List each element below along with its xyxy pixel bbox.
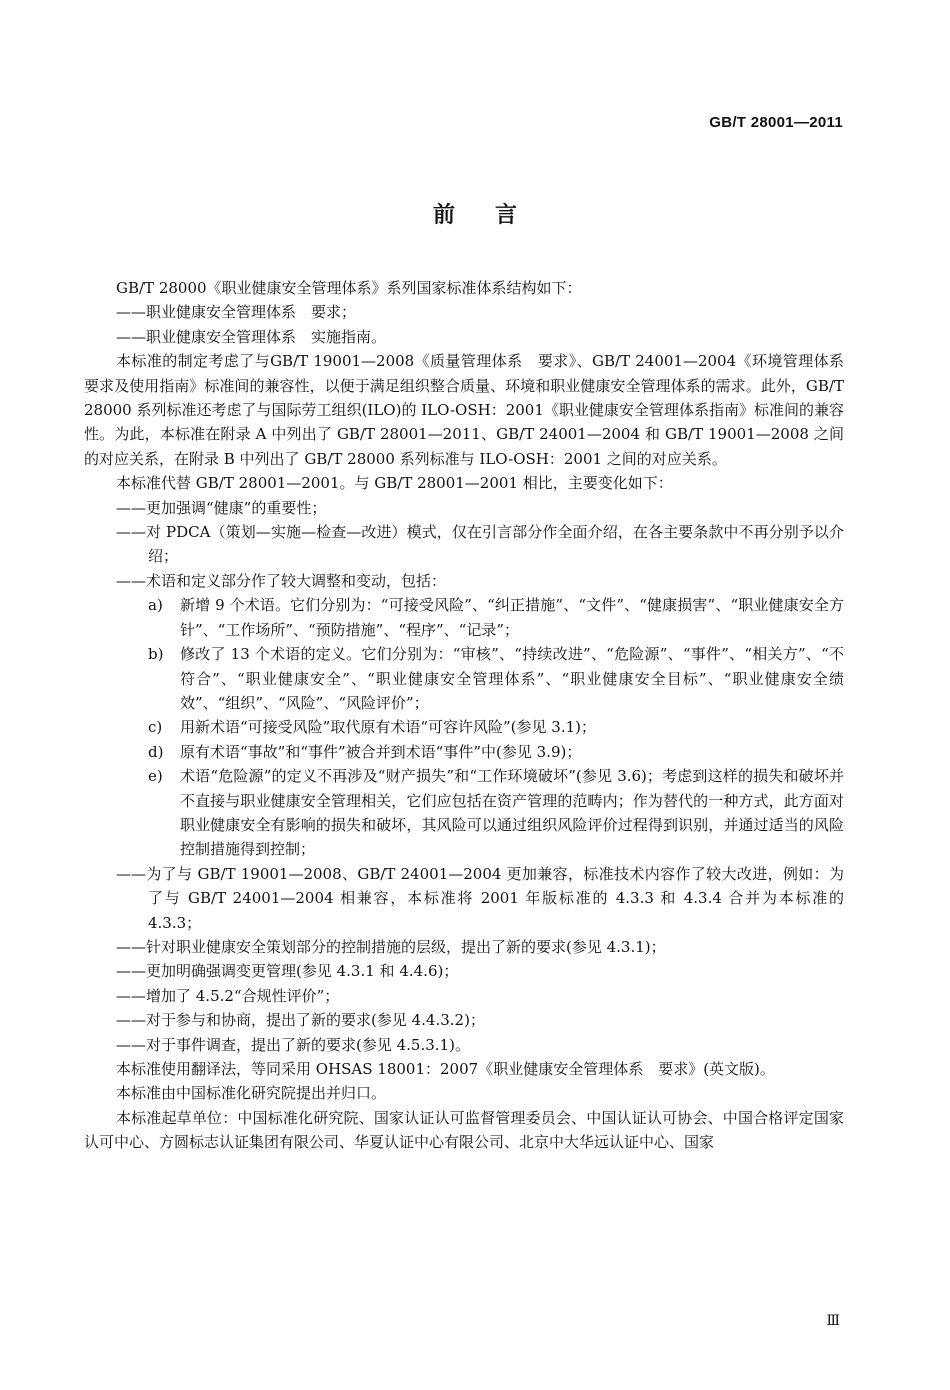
list-item-text: 新增 9 个术语。它们分别为：“可接受风险”、“纠正措施”、“文件”、“健康损害”、“职业健康安全方针”、“工作场所”、“预防措施”、“程序”、“记录”； xyxy=(180,596,844,639)
list-item-text: 术语“危险源”的定义不再涉及“财产损失”和“工作环境破坏”(参见 3.6)；考虑到这样的损失和破坏并不直接与职业健康安全管理相关，它们应包括在资产管理的范畴内；作为替代的一种方式，此方面对职业健康安全有影响的损失和破坏，其风险可以通过组织风险评价过程得到识别，并通过适当的风险控制措施得到控制； xyxy=(180,767,844,859)
list-item-text: 修改了 13 个术语的定义。它们分别为：“审核”、“持续改进”、“危险源”、“事件”、“相关方”、“不符合”、“职业健康安全”、“职业健康安全管理体系”、“职业健康安全目标”、“职业健康安全绩效”、“组织”、“风险”、“风险评价”； xyxy=(180,645,844,712)
paragraph: 本标准由中国标准化研究院提出并归口。 xyxy=(116,1084,387,1103)
section-title: 前言 xyxy=(432,203,557,228)
list-item xyxy=(84,715,844,739)
paragraph: 本标准代替 GB/T 28001—2001。与 GB/T 28001—2001 相比，主要变化如下： xyxy=(116,474,673,493)
list-item xyxy=(84,642,844,715)
dash-item: ——更加明确强调变更管理(参见 4.3.1 和 4.4.6)； xyxy=(116,962,459,981)
page-number: Ⅲ xyxy=(826,1313,840,1329)
dash-item: ——对于事件调查，提出了新的要求(参见 4.5.3.1)。 xyxy=(116,1035,470,1054)
dash-item: ——针对职业健康安全策划部分的控制措施的层级，提出了新的要求(参见 4.3.1)； xyxy=(116,937,666,956)
dash-item: ——对于参与和协商，提出了新的要求(参见 4.4.3.2)； xyxy=(116,1011,485,1030)
standard-code: GB/T 28001—2011 xyxy=(709,114,843,131)
list-item-text: 原有术语“事故”和“事件”被合并到术语“事件”中(参见 3.9)； xyxy=(180,742,582,761)
paragraph: 本标准使用翻译法，等同采用 OHSAS 18001：2007《职业健康安全管理体系 要求》(英文版)。 xyxy=(116,1060,775,1078)
dash-item: ——职业健康安全管理体系 实施指南。 xyxy=(116,327,387,346)
list-marker: b) xyxy=(148,645,164,664)
list-item xyxy=(84,764,844,862)
list-marker: d) xyxy=(148,742,164,761)
dash-item: ——为了与 GB/T 19001—2008、GB/T 24001—2004 更加兼容，标准技术内容作了较大改进，例如：为了与 GB/T 24001—2004 相兼容，本标准将 2001 年版标准的 4.3.3 和 4.3.4 合并为本标准的 4.3.3； xyxy=(116,864,844,932)
list-marker: c) xyxy=(148,718,163,737)
dash-item: ——职业健康安全管理体系 要求； xyxy=(116,303,357,322)
list-item-text: 用新术语“可接受风险”取代原有术语“可容许风险”(参见 3.1)； xyxy=(180,718,597,737)
dash-item: ——术语和定义部分作了较大调整和变动，包括： xyxy=(116,571,447,590)
paragraph: GB/T 28000《职业健康安全管理体系》系列国家标准体系结构如下： xyxy=(116,279,582,297)
paragraph: 本标准起草单位：中国标准化研究院、国家认证认可监督管理委员会、中国认证认可协会、中国合格评定国家认可中心、方圆标志认证集团有限公司、华夏认证中心有限公司、北京中大华远认证中心、国家 xyxy=(84,1108,844,1152)
dash-item: ——增加了 4.5.2“合规性评价”； xyxy=(116,986,340,1005)
dash-item: ——对 PDCA（策划—实施—检查—改进）模式，仅在引言部分作全面介绍，在各主要条款中不再分别予以介绍； xyxy=(116,523,844,566)
dash-item: ——更加强调“健康”的重要性； xyxy=(116,498,327,517)
list-item xyxy=(84,593,844,642)
list-marker: a) xyxy=(148,596,163,615)
list-item xyxy=(84,740,844,764)
list-marker: e) xyxy=(148,767,163,786)
preface-body xyxy=(84,276,860,1155)
paragraph: 本标准的制定考虑了与GB/T 19001—2008《质量管理体系 要求》、GB/T 24001—2004《环境管理体系 要求及使用指南》标准间的兼容性，以便于满足组织整合质量、环境和职业健康安全管理体系的需求。此外，GB/T 28000 系列标准还考虑了与国际劳工组织(ILO)的 ILO-OSH：2001《职业健康安全管理体系指南》标准间的兼容性。为此，本标准在附录 A 中列出了 GB/T 28001—2011、GB/T 24001—2004 和 GB/T 19001—2008 之间的对应关系，在附录 B 中列出了 GB/T 28000 系列标准与 ILO-OSH：2001 之间的对应关系。 xyxy=(84,352,860,468)
